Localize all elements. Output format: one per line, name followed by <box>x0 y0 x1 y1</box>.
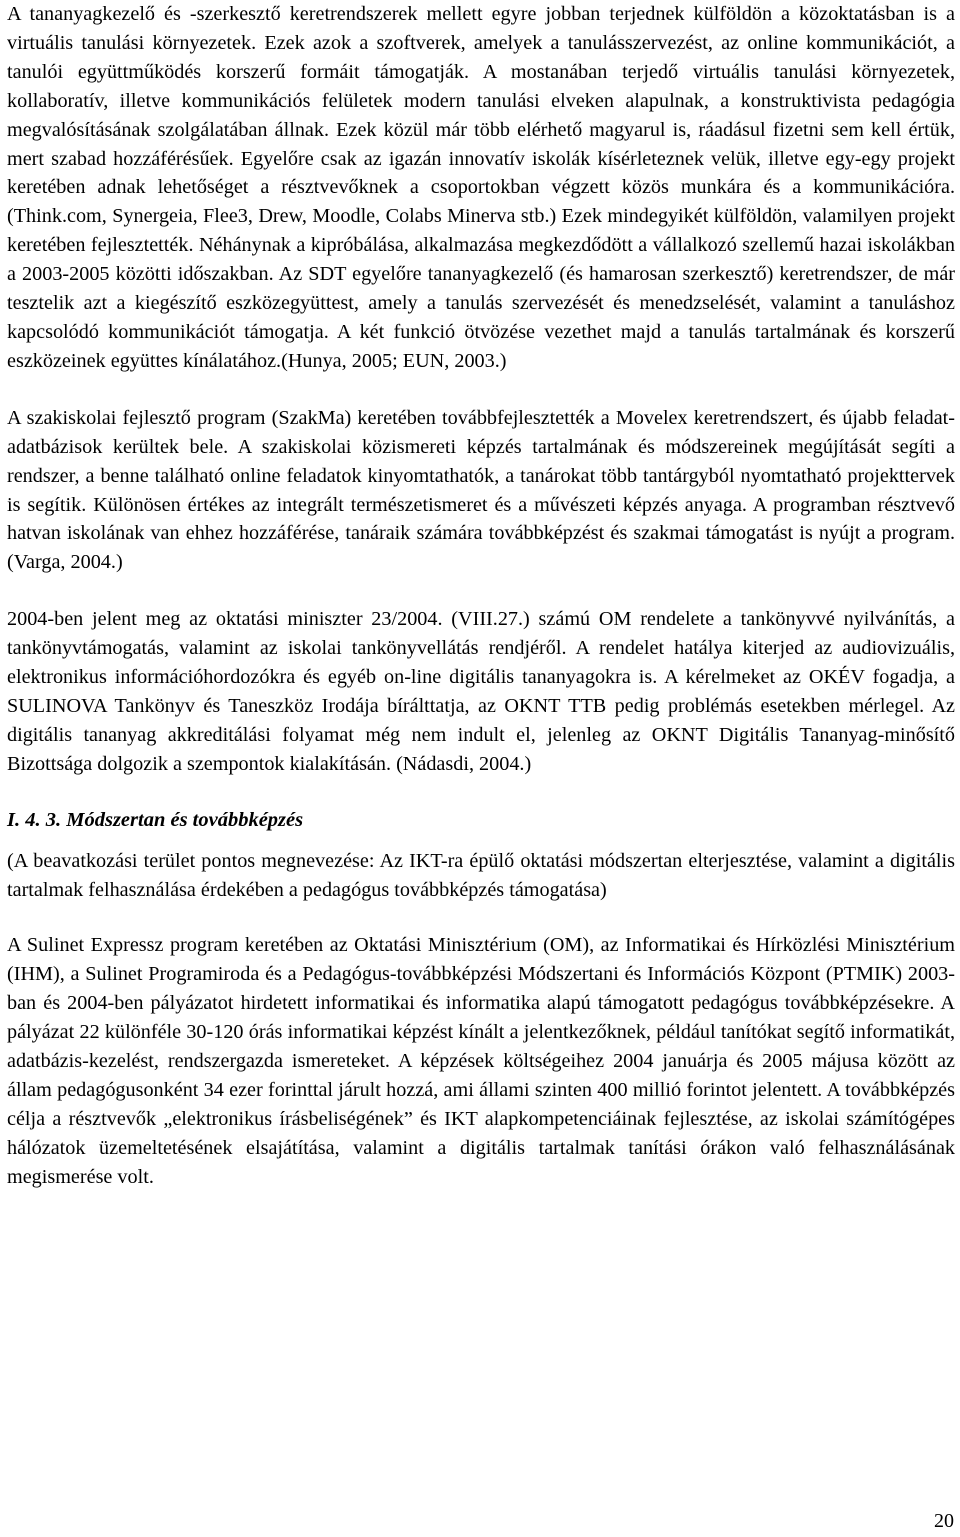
paragraph-szakma-program: A szakiskolai fejlesztő program (SzakMa) keretében továbbfejlesztették a Movelex keretrendszert, és újabb feladat-adatbázisok kerültek bele. A szakiskolai közismereti képzés tartalmának és módszereinek megújítását segíti a rendszer, a benne található online feladatok kinyomtathatók, a tanárokat több tantárgyból nyomtatható projekttervek is segítik. Különösen értékes az integrált természetismeret és a művészeti képzés anyaga. A programban résztvevő hatvan iskolának van ehhez hozzáférése, tanáraik számára továbbképzést és szakmai támogatást is nyújt a program. (Varga, 2004.) <box>7 406 955 574</box>
section-heading <box>7 806 955 835</box>
page-number: 20 <box>934 1510 954 1532</box>
section-number: I. 4. 3. <box>7 808 62 831</box>
document-page <box>7 0 955 1192</box>
section-title: Módszertan és továbbképzés <box>66 808 304 831</box>
paragraph-virtual-learning: A tananyagkezelő és -szerkesztő keretrendszerek mellett egyre jobban terjednek külföldön a közoktatásban is a virtuális tanulási környezetek. Ezek azok a szoftverek, amelyek a tanulásszervezést, az online kommunikációt, a tanulói együttműködés korszerű formáit támogatják. A mostanában terjedő virtuális tanulási környezetek, kollaboratív, illetve kommunikációs felületek modern tanulási elveken alapulnak, a konstruktivista pedagógia megvalósításának szolgálatában állnak. Ezek közül már több elérhető magyarul is, ráadásul fizetni sem kell értük, mert szabad hozzáférésűek. Egyelőre csak az igazán innovatív iskolák kísérleteznek velük, illetve egy-egy projekt keretében adnak lehetőséget a résztvevőknek a csoportokban végzett közös munkára és a kommunikációra. (Think.com, Synergeia, Flee3, Drew, Moodle, Colabs Minerva stb.) Ezek mindegyikét külföldön, valamilyen projekt keretében fejlesztették. Néhánynak a kipróbálása, alkalmazása megkezdődött a vállalkozó szellemű hazai iskolákban a 2003-2005 közötti időszakban. Az SDT egyelőre tananyagkezelő (és hamarosan szerkesztő) keretrendszer, de már tesztelik azt a kiegészítő eszközegyüttest, amely a tanulás szervezését és menedzselését, valamint a tanuláshoz kapcsolódó kommunikációt támogatja. A két funkció ötvözése vezethet majd a tanulás tartalmának és korszerű eszközeinek együttes kínálatához.(Hunya, 2005; EUN, 2003.) <box>7 3 955 372</box>
paragraph-sulinet-expressz: A Sulinet Expressz program keretében az Oktatási Minisztérium (OM), az Informatikai és Hírközlési Minisztérium (IHM), a Sulinet Programiroda és a Pedagógus-továbbképzési Módszertani és Információs Központ (PTMIK) 2003-ban és 2004-ben pályázatot hirdetett informatikai és informatika alapú támogatott pedagógus továbbképzésekre. A pályázat 22 különféle 30-120 órás informatikai képzést kínált a jelentkezőknek, például tanítókat segítő informatikát, adatbázis-kezelést, rendszergazda ismereteket. A képzések költségeihez 2004 januárja és 2005 májusa között az állam pedagógusonként 34 ezer forinttal járult hozzá, ami állami szinten 400 millió forintot jelentett. A továbbképzés célja a résztvevők „elektronikus írásbeliségének” és IKT alapkompetenciáinak fejlesztése, az iskolai számítógépes hálózatok üzemeltetésének elsajátítása, valamint a digitális tartalmak tanítási órákon való felhasználásának megismerése volt. <box>7 934 955 1188</box>
paragraph-textbook-decree: 2004-ben jelent meg az oktatási miniszter 23/2004. (VIII.27.) számú OM rendelete a tankönyvvé nyilvánítás, a tankönyvtámogatás, valamint az iskolai tankönyvellátás rendjéről. A rendelet hatálya kiterjed az audiovizuális, elektronikus információhordozókra és egyéb on-line digitális tananyagokra is. A kérelmeket az OKÉV fogadja, a SULINOVA Tankönyv és Taneszköz Irodája bírálttatja, az OKNT TTB pedig problémás esetekben mérlegel. Az digitális tananyag akkreditálási folyamat még nem indult el, jelenleg az OKNT Digitális Tananyag-minősítő Bizottsága dolgozik a szempontok kialakításán. (Nádasdi, 2004.) <box>7 608 955 775</box>
paragraph-intervention-area: (A beavatkozási terület pontos megnevezése: Az IKT-ra épülő oktatási módszertan elterjesztése, valamint a digitális tartalmak felhasználása érdekében a pedagógus továbbképzés támogatása) <box>7 849 955 901</box>
